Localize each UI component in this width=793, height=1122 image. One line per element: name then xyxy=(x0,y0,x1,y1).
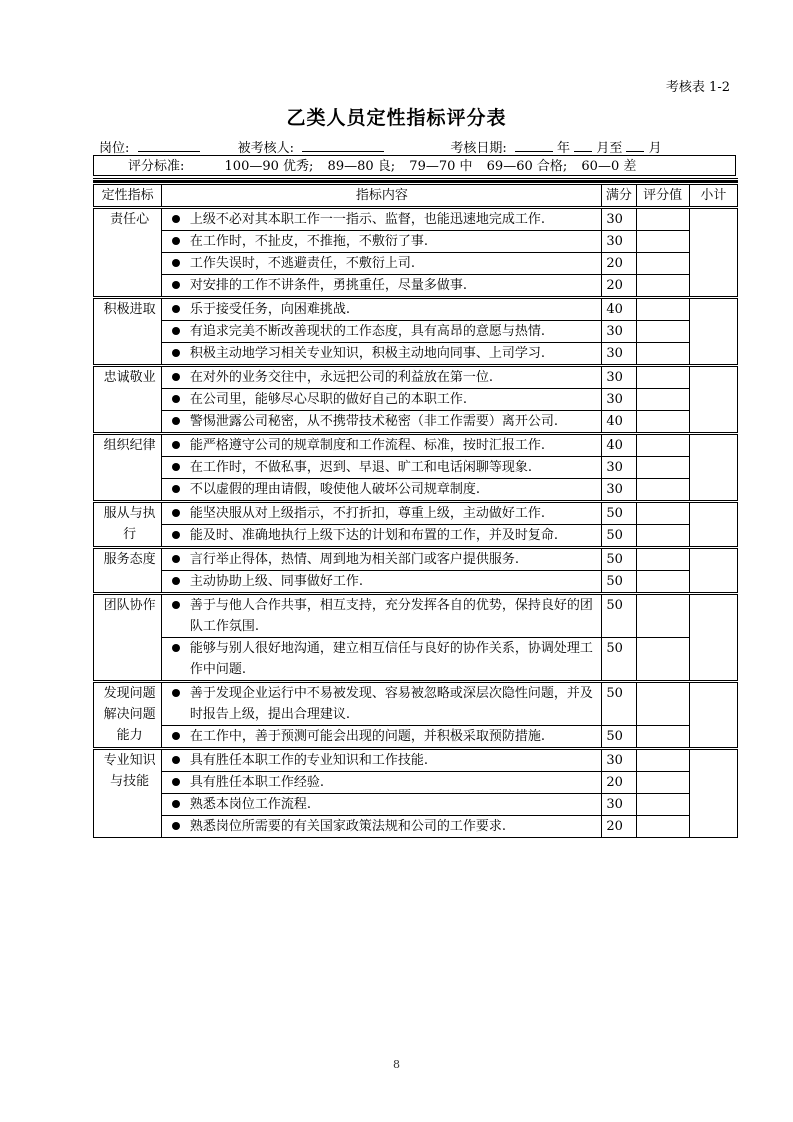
bullet-dot-icon xyxy=(172,644,180,652)
bullet-dot-icon xyxy=(172,555,180,563)
criterion-text: 在公司里，能够尽心尽职的做好自己的本职工作. xyxy=(186,389,602,411)
max-score-cell: 30 xyxy=(602,389,636,411)
table-row xyxy=(94,502,738,525)
bullet-dot-icon xyxy=(172,373,180,381)
score-input-cell[interactable] xyxy=(636,411,689,434)
table-row xyxy=(94,411,738,434)
max-score-cell: 40 xyxy=(602,434,636,457)
max-score-cell: 20 xyxy=(602,275,636,298)
bullet-icon xyxy=(162,457,186,479)
table-row xyxy=(94,434,738,457)
bullet-dot-icon xyxy=(172,395,180,403)
criterion-text: 积极主动地学习相关专业知识，积极主动地向同事、上司学习. xyxy=(186,343,602,366)
bullet-icon xyxy=(162,298,186,321)
subtotal-cell[interactable] xyxy=(689,208,737,298)
max-score-cell: 50 xyxy=(602,638,636,682)
criterion-text: 能及时、准确地执行上级下达的计划和布置的工作，并及时复命. xyxy=(186,525,602,548)
level-good: 89—80 良; xyxy=(327,159,396,174)
table-row xyxy=(94,525,738,548)
bullet-icon xyxy=(162,253,186,275)
position-field[interactable] xyxy=(138,139,200,152)
page-number: 8 xyxy=(393,1058,400,1071)
table-row xyxy=(94,794,738,816)
score-input-cell[interactable] xyxy=(636,389,689,411)
bullet-icon xyxy=(162,434,186,457)
position-label: 岗位: xyxy=(99,141,130,156)
bullet-icon xyxy=(162,525,186,548)
bullet-dot-icon xyxy=(172,485,180,493)
bullet-icon xyxy=(162,389,186,411)
criterion-text: 上级不必对其本职工作一一指示、监督，也能迅速地完成工作. xyxy=(186,208,602,231)
max-score-cell: 50 xyxy=(602,548,636,571)
scoring-standard-label: 评分标准: xyxy=(128,159,185,174)
max-score-cell: 30 xyxy=(602,321,636,343)
table-row xyxy=(94,638,738,682)
bullet-dot-icon xyxy=(172,327,180,335)
bullet-icon xyxy=(162,479,186,502)
criterion-text: 熟悉本岗位工作流程. xyxy=(186,794,602,816)
bullet-dot-icon xyxy=(172,822,180,830)
category-cell: 积极进取 xyxy=(94,298,162,366)
score-input-cell[interactable] xyxy=(636,321,689,343)
table-row xyxy=(94,479,738,502)
criterion-text: 乐于接受任务，向困难挑战. xyxy=(186,298,602,321)
examinee-label: 被考核人: xyxy=(237,141,295,156)
max-score-cell: 50 xyxy=(602,502,636,525)
header-max-score: 满分 xyxy=(602,185,636,208)
criterion-text: 有追求完美不断改善现状的工作态度，具有高昂的意愿与热情. xyxy=(186,321,602,343)
criterion-text: 能够与别人很好地沟通，建立相互信任与良好的协作关系，协调处理工作中问题. xyxy=(186,638,602,682)
bullet-icon xyxy=(162,726,186,749)
bullet-dot-icon xyxy=(172,441,180,449)
criterion-text: 不以虚假的理由请假，唆使他人破坏公司规章制度. xyxy=(186,479,602,502)
table-row xyxy=(94,321,738,343)
table-row xyxy=(94,389,738,411)
criterion-text: 善于发现企业运行中不易被发现、容易被忽略或深层次隐性问题，并及时报告上级，提出合理建议. xyxy=(186,682,602,726)
criterion-text: 主动协助上级、同事做好工作. xyxy=(186,571,602,594)
score-input-cell[interactable] xyxy=(636,548,689,571)
bullet-icon xyxy=(162,411,186,434)
criterion-text: 能坚决服从对上级指示，不打折扣，尊重上级，主动做好工作. xyxy=(186,502,602,525)
max-score-cell: 50 xyxy=(602,594,636,638)
table-row xyxy=(94,682,738,726)
score-input-cell[interactable] xyxy=(636,772,689,794)
bullet-dot-icon xyxy=(172,531,180,539)
bullet-dot-icon xyxy=(172,800,180,808)
criterion-text: 工作失误时，不逃避责任，不敷衍上司. xyxy=(186,253,602,275)
max-score-cell: 30 xyxy=(602,208,636,231)
criterion-text: 在对外的业务交往中，永远把公司的利益放在第一位. xyxy=(186,366,602,389)
subtotal-cell[interactable] xyxy=(689,502,737,548)
score-input-cell[interactable] xyxy=(636,749,689,772)
criterion-text: 言行举止得体，热情、周到地为相关部门或客户提供服务. xyxy=(186,548,602,571)
bullet-dot-icon xyxy=(172,417,180,425)
table-row xyxy=(94,343,738,366)
bullet-dot-icon xyxy=(172,237,180,245)
score-input-cell[interactable] xyxy=(636,231,689,253)
table-row xyxy=(94,594,738,638)
max-score-cell: 40 xyxy=(602,298,636,321)
subtotal-cell[interactable] xyxy=(689,548,737,594)
score-input-cell[interactable] xyxy=(636,525,689,548)
max-score-cell: 30 xyxy=(602,343,636,366)
category-cell: 责任心 xyxy=(94,208,162,298)
score-input-cell[interactable] xyxy=(636,366,689,389)
criterion-text: 警惕泄露公司秘密，从不携带技术秘密（非工作需要）离开公司. xyxy=(186,411,602,434)
bullet-dot-icon xyxy=(172,689,180,697)
score-input-cell[interactable] xyxy=(636,571,689,594)
bullet-icon xyxy=(162,816,186,838)
table-row xyxy=(94,726,738,749)
criterion-text: 善于与他人合作共事，相互支持，充分发挥各自的优势，保持良好的团队工作氛围. xyxy=(186,594,602,638)
table-row xyxy=(94,231,738,253)
bullet-icon xyxy=(162,772,186,794)
max-score-cell: 20 xyxy=(602,772,636,794)
criterion-text: 具有胜任本职工作的专业知识和工作技能. xyxy=(186,749,602,772)
year-label: 年 xyxy=(557,141,571,156)
score-input-cell[interactable] xyxy=(636,594,689,638)
criterion-text: 在工作时，不扯皮，不推拖，不敷衍了事. xyxy=(186,231,602,253)
max-score-cell: 50 xyxy=(602,682,636,726)
score-input-cell[interactable] xyxy=(636,479,689,502)
score-input-cell[interactable] xyxy=(636,298,689,321)
date-label: 考核日期: xyxy=(450,141,507,156)
max-score-cell: 20 xyxy=(602,253,636,275)
month-to-label: 月 xyxy=(648,141,662,156)
header-score: 评分值 xyxy=(636,185,689,208)
subtotal-cell[interactable] xyxy=(689,434,737,502)
month-from-label: 月至 xyxy=(596,141,623,156)
subtotal-cell[interactable] xyxy=(689,298,737,366)
bullet-dot-icon xyxy=(172,215,180,223)
bullet-dot-icon xyxy=(172,601,180,609)
page-title: 乙类人员定性指标评分表 xyxy=(286,107,507,129)
header-subtotal: 小计 xyxy=(689,185,737,208)
category-cell: 服务态度 xyxy=(94,548,162,594)
bullet-dot-icon xyxy=(172,259,180,267)
bullet-dot-icon xyxy=(172,732,180,740)
bullet-dot-icon xyxy=(172,281,180,289)
category-cell: 组织纪律 xyxy=(94,434,162,502)
score-input-cell[interactable] xyxy=(636,816,689,838)
score-input-cell[interactable] xyxy=(636,343,689,366)
score-input-cell[interactable] xyxy=(636,502,689,525)
score-input-cell[interactable] xyxy=(636,682,689,726)
max-score-cell: 50 xyxy=(602,726,636,749)
criterion-text: 在工作时，不做私事，迟到、早退、旷工和电话闲聊等现象. xyxy=(186,457,602,479)
table-row xyxy=(94,298,738,321)
max-score-cell: 30 xyxy=(602,231,636,253)
bullet-dot-icon xyxy=(172,756,180,764)
bullet-icon xyxy=(162,366,186,389)
category-cell: 忠诚敬业 xyxy=(94,366,162,434)
table-row xyxy=(94,816,738,838)
table-row xyxy=(94,749,738,772)
header-category: 定性指标 xyxy=(94,185,162,208)
score-input-cell[interactable] xyxy=(636,794,689,816)
score-input-cell[interactable] xyxy=(636,434,689,457)
subtotal-cell[interactable] xyxy=(689,682,737,749)
bullet-icon xyxy=(162,321,186,343)
bullet-icon xyxy=(162,571,186,594)
bullet-icon xyxy=(162,794,186,816)
level-excellent: 100—90 优秀; xyxy=(224,159,314,174)
bullet-icon xyxy=(162,343,186,366)
bullet-icon xyxy=(162,548,186,571)
category-cell: 专业知识与技能 xyxy=(94,749,162,838)
bullet-icon xyxy=(162,208,186,231)
bullet-icon xyxy=(162,749,186,772)
category-cell: 发现问题解决问题能力 xyxy=(94,682,162,749)
max-score-cell: 30 xyxy=(602,366,636,389)
category-cell: 服从与执行 xyxy=(94,502,162,548)
subtotal-cell[interactable] xyxy=(689,594,737,682)
level-poor: 60—0 差 xyxy=(581,159,637,174)
table-row xyxy=(94,366,738,389)
score-input-cell[interactable] xyxy=(636,457,689,479)
max-score-cell: 40 xyxy=(602,411,636,434)
subtotal-cell[interactable] xyxy=(689,366,737,434)
score-input-cell[interactable] xyxy=(636,208,689,231)
max-score-cell: 20 xyxy=(602,816,636,838)
max-score-cell: 50 xyxy=(602,571,636,594)
max-score-cell: 30 xyxy=(602,749,636,772)
max-score-cell: 50 xyxy=(602,525,636,548)
month-from-field[interactable] xyxy=(574,139,592,152)
evaluation-table xyxy=(93,184,738,838)
bullet-dot-icon xyxy=(172,305,180,313)
form-number: 考核表 1-2 xyxy=(665,80,730,95)
score-input-cell[interactable] xyxy=(636,275,689,298)
bullet-icon xyxy=(162,231,186,253)
bullet-dot-icon xyxy=(172,349,180,357)
examinee-field[interactable] xyxy=(302,139,384,152)
bullet-icon xyxy=(162,682,186,726)
table-row xyxy=(94,275,738,298)
month-to-field[interactable] xyxy=(626,139,644,152)
header-row xyxy=(94,185,738,208)
level-pass: 69—60 合格; xyxy=(486,159,568,174)
table-row xyxy=(94,571,738,594)
table-row xyxy=(94,208,738,231)
max-score-cell: 30 xyxy=(602,457,636,479)
bullet-icon xyxy=(162,502,186,525)
bullet-dot-icon xyxy=(172,509,180,517)
bullet-dot-icon xyxy=(172,463,180,471)
table-row xyxy=(94,772,738,794)
table-row xyxy=(94,548,738,571)
bullet-icon xyxy=(162,638,186,682)
level-medium: 79—70 中 xyxy=(409,159,473,174)
max-score-cell: 30 xyxy=(602,794,636,816)
criterion-text: 熟悉岗位所需要的有关国家政策法规和公司的工作要求. xyxy=(186,816,602,838)
table-row xyxy=(94,457,738,479)
score-input-cell[interactable] xyxy=(636,638,689,682)
subtotal-cell[interactable] xyxy=(689,749,737,838)
criterion-text: 能严格遵守公司的规章制度和工作流程、标准，按时汇报工作. xyxy=(186,434,602,457)
category-cell: 团队协作 xyxy=(94,594,162,682)
divider xyxy=(93,178,738,179)
table-row xyxy=(94,253,738,275)
criterion-text: 在工作中，善于预测可能会出现的问题，并积极采取预防措施. xyxy=(186,726,602,749)
criterion-text: 对安排的工作不讲条件，勇挑重任，尽量多做事. xyxy=(186,275,602,298)
bullet-icon xyxy=(162,275,186,298)
score-input-cell[interactable] xyxy=(636,253,689,275)
max-score-cell: 30 xyxy=(602,479,636,502)
score-input-cell[interactable] xyxy=(636,726,689,749)
bullet-dot-icon xyxy=(172,577,180,585)
divider xyxy=(93,180,738,183)
meta-line xyxy=(99,137,739,156)
bullet-icon xyxy=(162,594,186,638)
year-field[interactable] xyxy=(515,139,553,152)
scoring-standard xyxy=(93,155,736,176)
header-content: 指标内容 xyxy=(162,185,602,208)
criterion-text: 具有胜任本职工作经验. xyxy=(186,772,602,794)
bullet-dot-icon xyxy=(172,778,180,786)
